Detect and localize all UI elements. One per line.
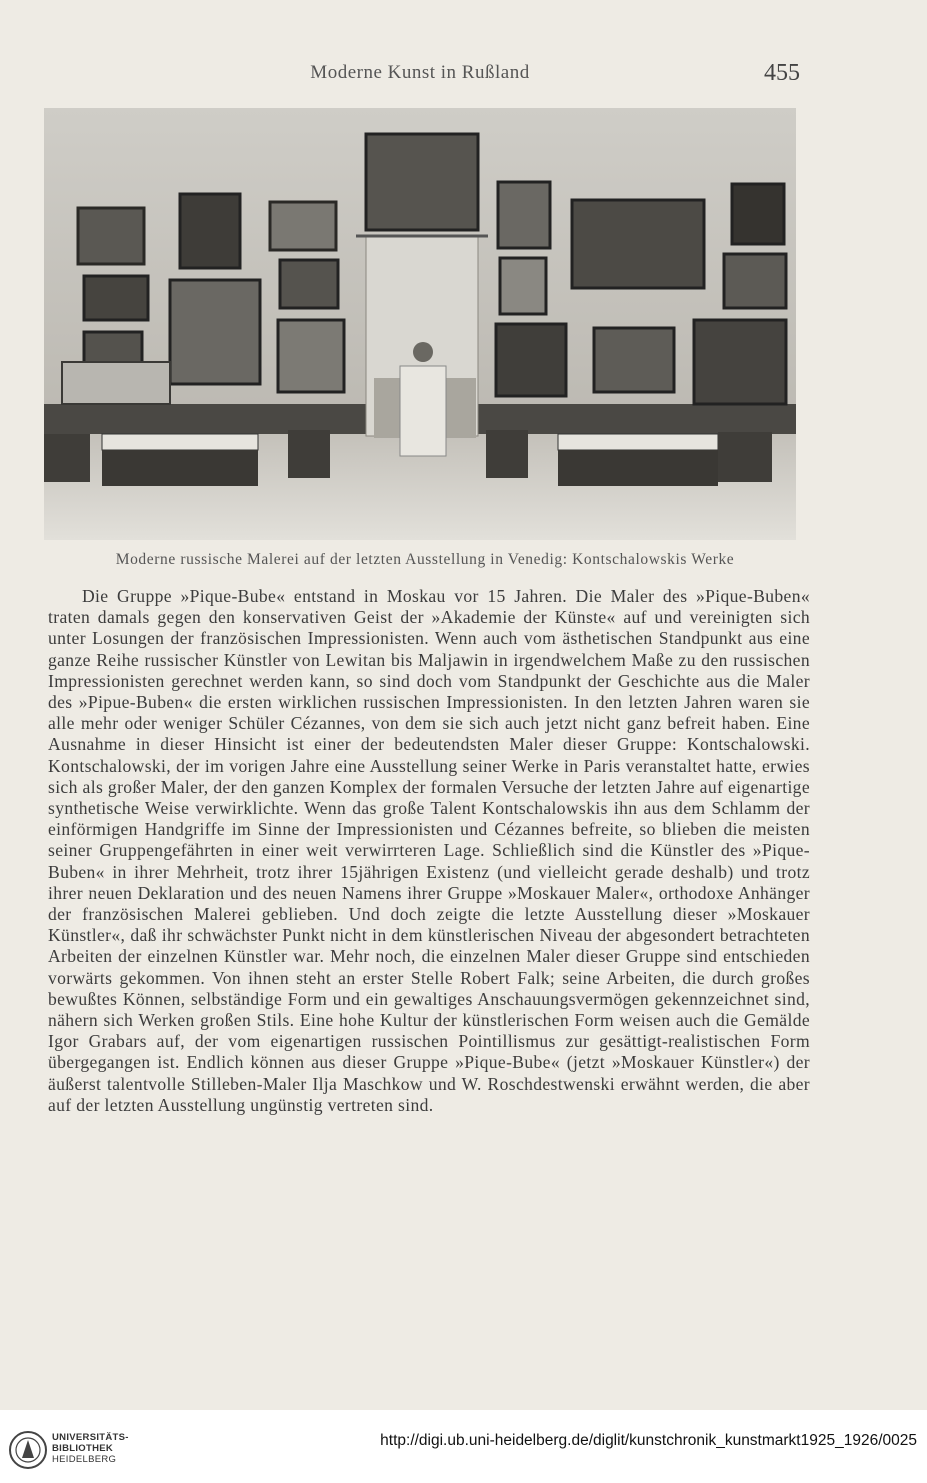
- library-name: [52, 1432, 129, 1465]
- painting: [594, 328, 674, 392]
- embroidered-textile: [442, 378, 476, 438]
- digitization-footer: [0, 1410, 927, 1483]
- running-title: Moderne Kunst in Rußland: [310, 62, 530, 83]
- stool: [288, 430, 330, 478]
- painting: [278, 320, 344, 392]
- painting: [366, 134, 478, 230]
- university-library-seal-icon: [8, 1428, 48, 1472]
- library-name-line: UNIVERSITÄTS-: [52, 1432, 129, 1443]
- body-paragraph: Die Gruppe »Pique-Bube« entstand in Moskau vor 15 Jahren. Die Maler des »Pique-Buben« traten damals gegen den konservativen Geist der »Akademie der Künste« auf und vereinigten sich unter Losungen der französischen Impressionisten. Wenn auch vom ästhetischen Standpunkt aus eine ganze Reihe russischer Künstler von Lewitan bis Maljawin in irgendwelchem Maße zu den russischen Impressionisten gerechnet werden kann, so sind doch vom Standpunkt der Geschichte aus die Maler des »Pipue-Buben« die ersten wirklichen russischen Impressionisten. In den letzten Jahren waren sie alle mehr oder weniger Schüler Cézannes, von dem sie sich auch jetzt nicht ganz befreit haben. Eine Ausnahme in dieser Hinsicht ist einer der bedeutendsten Maler dieser Gruppe: Kontschalowski. Kontschalowski, der im vorigen Jahre eine Ausstellung seiner Werke in Paris veranstaltet hatte, erwies sich als großer Maler, der den ganzen Komplex der formalen Versuche der letzten Jahre auf eigenartige synthetische Weise verwirklichte. Wenn das große Talent Kontschalowskis ihn aus dem Schlamm der einförmigen Handgriffe im Sinne der Impressionisten und Cézannes befreite, so blieben die meisten seiner Gruppengefährten in einer weit verwirrteren Lage. Schließlich sind die Künstler des »Pique-Buben« in ihrer Mehrheit, trotz ihrer 15jährigen Existenz (und vielleicht gerade deshalb) und trotz ihrer neuen Deklaration und des neuen Namens ihrer Gruppe »Moskauer Maler«, orthodoxe Anhänger der französischen Malerei geblieben. Und doch zeigte die letzte Ausstellung dieser »Moskauer Künstler«, daß ihr schwächster Punkt nicht in dem künstlerischen Niveau der abgesondert betrachteten Arbeiten der einzelnen Künstler war. Mehr noch, die einzelnen Maler dieser Gruppe sind entschieden vorwärts gekommen. Von ihnen steht an erster Stelle Robert Falk; seine Arbeiten, die durch großes bewußtes Können, selbständige Form und ein gewaltiges Anschauungsvermögen gekennzeichnet sind, nähern sich Werken großen Stils. Eine hohe Kultur der künstlerischen Form weisen auch die Gemälde Igor Grabars auf, der vom eigenartigen russischen Pointillismus zur gesättigt-realistischen Form übergegangen ist. Endlich können aus dieser Gruppe »Pique-Bube« (jetzt »Moskauer Künstler«) der äußerst talentvolle Stilleben-Maler Ilja Maschkow und W. Roschdestwenski erwähnt werden, die aber auf der letzten Ausstellung ungünstig vertreten sind.: [48, 586, 810, 1115]
- library-name-line: BIBLIOTHEK: [52, 1443, 114, 1454]
- bench: [558, 450, 718, 486]
- painting: [498, 182, 550, 248]
- stool: [44, 434, 90, 482]
- bust-sculpture: [413, 342, 433, 362]
- painting: [724, 254, 786, 308]
- stool: [718, 432, 772, 482]
- painting: [694, 320, 786, 404]
- source-url-link[interactable]: http://digi.ub.uni-heidelberg.de/diglit/kunstchronik_kunstmarkt1925_1926/0025: [380, 1432, 917, 1449]
- library-name-line: HEIDELBERG: [52, 1454, 117, 1465]
- bench: [102, 434, 258, 450]
- painting: [572, 200, 704, 288]
- page-number: 455: [764, 60, 800, 86]
- exhibition-photograph: [44, 108, 796, 540]
- painting: [84, 276, 148, 320]
- pedestal: [400, 366, 446, 456]
- exhibition-photograph-drawing: [44, 108, 796, 540]
- painting: [270, 202, 336, 250]
- painting: [180, 194, 240, 268]
- painting: [78, 208, 144, 264]
- painting: [732, 184, 784, 244]
- bench: [558, 434, 718, 450]
- article-body: [48, 586, 810, 1116]
- stool: [486, 430, 528, 478]
- running-head: [40, 62, 800, 92]
- figure-caption: Moderne russische Malerei auf der letzten Ausstellung in Venedig: Kontschalowskis Werke: [115, 551, 735, 568]
- painting: [280, 260, 338, 308]
- painting: [496, 324, 566, 396]
- painting: [500, 258, 546, 314]
- display-case: [62, 362, 170, 404]
- painting: [170, 280, 260, 384]
- bench: [102, 450, 258, 486]
